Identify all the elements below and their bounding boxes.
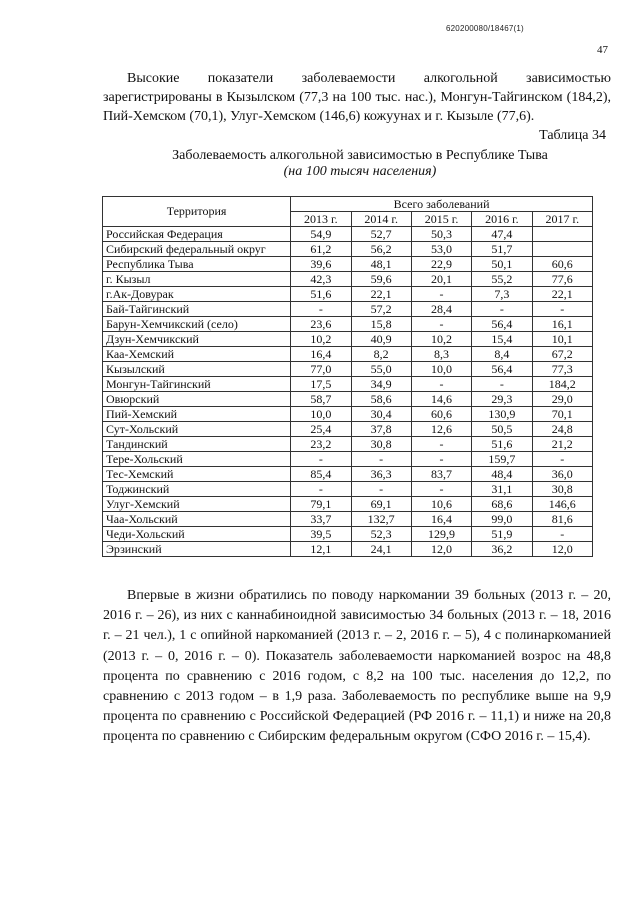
value-cell: 81,6 [532, 512, 592, 527]
value-cell: 77,0 [291, 362, 351, 377]
table-row [103, 287, 593, 302]
value-cell: 39,6 [291, 257, 351, 272]
value-cell: - [472, 302, 532, 317]
value-cell: 47,4 [472, 227, 532, 242]
table-label: Таблица 34 [539, 128, 606, 143]
value-cell: 51,6 [472, 437, 532, 452]
value-cell: 68,6 [472, 497, 532, 512]
table-title: Заболеваемость алкогольной зависимостью в Республике Тыва [172, 148, 548, 163]
value-cell: 48,4 [472, 467, 532, 482]
value-cell: 12,1 [291, 542, 351, 557]
header-year: 2014 г. [351, 212, 411, 227]
value-cell: 22,9 [411, 257, 471, 272]
value-cell: - [532, 302, 592, 317]
value-cell: 8,4 [472, 347, 532, 362]
value-cell: 33,7 [291, 512, 351, 527]
value-cell: 20,1 [411, 272, 471, 287]
value-cell: 16,4 [291, 347, 351, 362]
value-cell: 60,6 [532, 257, 592, 272]
table-row [103, 467, 593, 482]
table-header [103, 197, 593, 227]
table-row [103, 422, 593, 437]
value-cell: 28,4 [411, 302, 471, 317]
value-cell: 36,2 [472, 542, 532, 557]
territory-cell: Дзун-Хемчикский [103, 332, 291, 347]
table-row [103, 512, 593, 527]
value-cell: 25,4 [291, 422, 351, 437]
table-row [103, 317, 593, 332]
value-cell: 56,4 [472, 317, 532, 332]
value-cell: 99,0 [472, 512, 532, 527]
value-cell [532, 227, 592, 242]
value-cell: 67,2 [532, 347, 592, 362]
value-cell: 29,0 [532, 392, 592, 407]
value-cell: 17,5 [291, 377, 351, 392]
value-cell: 51,9 [472, 527, 532, 542]
value-cell: 14,6 [411, 392, 471, 407]
value-cell: 23,6 [291, 317, 351, 332]
table-row [103, 302, 593, 317]
value-cell [532, 242, 592, 257]
value-cell: 56,4 [472, 362, 532, 377]
value-cell: 58,7 [291, 392, 351, 407]
territory-cell: Чаа-Хольский [103, 512, 291, 527]
territory-cell: Пий-Хемский [103, 407, 291, 422]
document-id: 620200080/18467(1) [446, 24, 524, 33]
table-header-row [103, 197, 593, 212]
header-territory: Территория [103, 197, 291, 227]
value-cell: - [411, 482, 471, 497]
value-cell: 61,2 [291, 242, 351, 257]
value-cell: 85,4 [291, 467, 351, 482]
table-row [103, 347, 593, 362]
value-cell: 29,3 [472, 392, 532, 407]
territory-cell: Бай-Тайгинский [103, 302, 291, 317]
value-cell: 54,9 [291, 227, 351, 242]
header-year: 2015 г. [411, 212, 471, 227]
value-cell: 22,1 [351, 287, 411, 302]
page-number: 47 [597, 44, 608, 56]
value-cell: - [351, 452, 411, 467]
table-row [103, 407, 593, 422]
value-cell: 30,8 [532, 482, 592, 497]
value-cell: 77,6 [532, 272, 592, 287]
value-cell: 57,2 [351, 302, 411, 317]
territory-cell: Чеди-Хольский [103, 527, 291, 542]
value-cell: - [411, 287, 471, 302]
value-cell: - [532, 452, 592, 467]
value-cell: 50,5 [472, 422, 532, 437]
value-cell: 51,7 [472, 242, 532, 257]
value-cell: - [291, 482, 351, 497]
table-row [103, 452, 593, 467]
value-cell: 39,5 [291, 527, 351, 542]
value-cell: 31,1 [472, 482, 532, 497]
territory-cell: Монгун-Тайгинский [103, 377, 291, 392]
territory-cell: Тандинский [103, 437, 291, 452]
value-cell: 48,1 [351, 257, 411, 272]
territory-cell: Эрзинский [103, 542, 291, 557]
value-cell: 7,3 [472, 287, 532, 302]
value-cell: 55,2 [472, 272, 532, 287]
value-cell: 24,8 [532, 422, 592, 437]
value-cell: 15,8 [351, 317, 411, 332]
territory-cell: Каа-Хемский [103, 347, 291, 362]
value-cell: 10,0 [411, 362, 471, 377]
table-row [103, 392, 593, 407]
value-cell: 42,3 [291, 272, 351, 287]
territory-cell: Улуг-Хемский [103, 497, 291, 512]
table-row [103, 242, 593, 257]
value-cell: 10,2 [291, 332, 351, 347]
value-cell: 184,2 [532, 377, 592, 392]
value-cell: 12,0 [532, 542, 592, 557]
value-cell: 132,7 [351, 512, 411, 527]
value-cell: 37,8 [351, 422, 411, 437]
value-cell: - [291, 302, 351, 317]
territory-cell: Республика Тыва [103, 257, 291, 272]
value-cell: - [411, 452, 471, 467]
value-cell: 22,1 [532, 287, 592, 302]
value-cell: 12,0 [411, 542, 471, 557]
value-cell: - [411, 317, 471, 332]
value-cell: 36,3 [351, 467, 411, 482]
value-cell: 52,3 [351, 527, 411, 542]
territory-cell: Российская Федерация [103, 227, 291, 242]
territory-cell: г.Ак-Довурак [103, 287, 291, 302]
table-row [103, 362, 593, 377]
value-cell: 8,2 [351, 347, 411, 362]
table-body [103, 227, 593, 557]
value-cell: 129,9 [411, 527, 471, 542]
territory-cell: Сут-Хольский [103, 422, 291, 437]
territory-cell: Тере-Хольский [103, 452, 291, 467]
value-cell: 146,6 [532, 497, 592, 512]
value-cell: - [411, 437, 471, 452]
territory-cell: Тоджинский [103, 482, 291, 497]
value-cell: 36,0 [532, 467, 592, 482]
value-cell: 50,3 [411, 227, 471, 242]
value-cell: 40,9 [351, 332, 411, 347]
value-cell: 69,1 [351, 497, 411, 512]
table-row [103, 257, 593, 272]
value-cell: 50,1 [472, 257, 532, 272]
incidence-table [102, 196, 593, 557]
value-cell: - [411, 377, 471, 392]
header-year: 2013 г. [291, 212, 351, 227]
value-cell: 53,0 [411, 242, 471, 257]
value-cell: 34,9 [351, 377, 411, 392]
value-cell: 12,6 [411, 422, 471, 437]
value-cell: - [351, 482, 411, 497]
value-cell: 8,3 [411, 347, 471, 362]
value-cell: 56,2 [351, 242, 411, 257]
value-cell: 21,2 [532, 437, 592, 452]
value-cell: 10,6 [411, 497, 471, 512]
header-year: 2016 г. [472, 212, 532, 227]
value-cell: 24,1 [351, 542, 411, 557]
value-cell: 30,4 [351, 407, 411, 422]
territory-cell: Овюрский [103, 392, 291, 407]
value-cell: 60,6 [411, 407, 471, 422]
table-row [103, 377, 593, 392]
intro-paragraph: Высокие показатели заболеваемости алкогольной зависимостью зарегистрированы в Кызылском (77,3 на 100 тыс. нас.), Монгун-Тайгинском (184,2), Пий-Хемском (70,1), Улуг-Хемском (146,6) кожуунах и г. Кызыле (77,6). [103, 71, 611, 124]
value-cell: 16,1 [532, 317, 592, 332]
value-cell: 70,1 [532, 407, 592, 422]
value-cell: 15,4 [472, 332, 532, 347]
value-cell: 23,2 [291, 437, 351, 452]
table-row [103, 527, 593, 542]
territory-cell: г. Кызыл [103, 272, 291, 287]
header-year: 2017 г. [532, 212, 592, 227]
value-cell: 77,3 [532, 362, 592, 377]
value-cell: 10,0 [291, 407, 351, 422]
territory-cell: Тес-Хемский [103, 467, 291, 482]
table-row [103, 497, 593, 512]
value-cell: - [532, 527, 592, 542]
table-row [103, 482, 593, 497]
value-cell: 79,1 [291, 497, 351, 512]
header-total-cases: Всего заболеваний [291, 197, 593, 212]
territory-cell: Барун-Хемчикский (село) [103, 317, 291, 332]
value-cell: 51,6 [291, 287, 351, 302]
value-cell: - [472, 377, 532, 392]
value-cell: 16,4 [411, 512, 471, 527]
closing-paragraph: Впервые в жизни обратились по поводу наркомании 39 больных (2013 г. – 20, 2016 г. – 26), из них с каннабиноидной зависимостью 34 больных (2013 г. – 18, 2016 г. – 21 чел.), 1 с опийной наркоманией (2013 г. – 2, 2016 г. – 5), 4 с полинаркоманией (2013 г. – 0, 2016 г. – 0). Показатель заболеваемости наркоманией возрос на 48,8 процента по сравнению с 2016 годом, с 8,2 на 100 тыс. населения до 12,2, по сравнению с 2013 годом – в 1,9 раза. Заболеваемость по республике выше на 9,9 процента по сравнению с Российской Федерацией (РФ 2016 г. – 11,1) и ниже на 20,8 процента по сравнению с Сибирским федеральным округом (СФО 2016 г. – 15,4). [103, 588, 611, 745]
value-cell: 130,9 [472, 407, 532, 422]
table-row [103, 227, 593, 242]
value-cell: 55,0 [351, 362, 411, 377]
table-subtitle: (на 100 тысяч населения) [283, 164, 437, 179]
value-cell: 30,8 [351, 437, 411, 452]
table-row [103, 332, 593, 347]
value-cell: 59,6 [351, 272, 411, 287]
value-cell: - [291, 452, 351, 467]
value-cell: 52,7 [351, 227, 411, 242]
territory-cell: Кызылский [103, 362, 291, 377]
value-cell: 10,2 [411, 332, 471, 347]
value-cell: 159,7 [472, 452, 532, 467]
table-row [103, 542, 593, 557]
table-row [103, 272, 593, 287]
value-cell: 10,1 [532, 332, 592, 347]
table-row [103, 437, 593, 452]
value-cell: 58,6 [351, 392, 411, 407]
territory-cell: Сибирский федеральный округ [103, 242, 291, 257]
value-cell: 83,7 [411, 467, 471, 482]
